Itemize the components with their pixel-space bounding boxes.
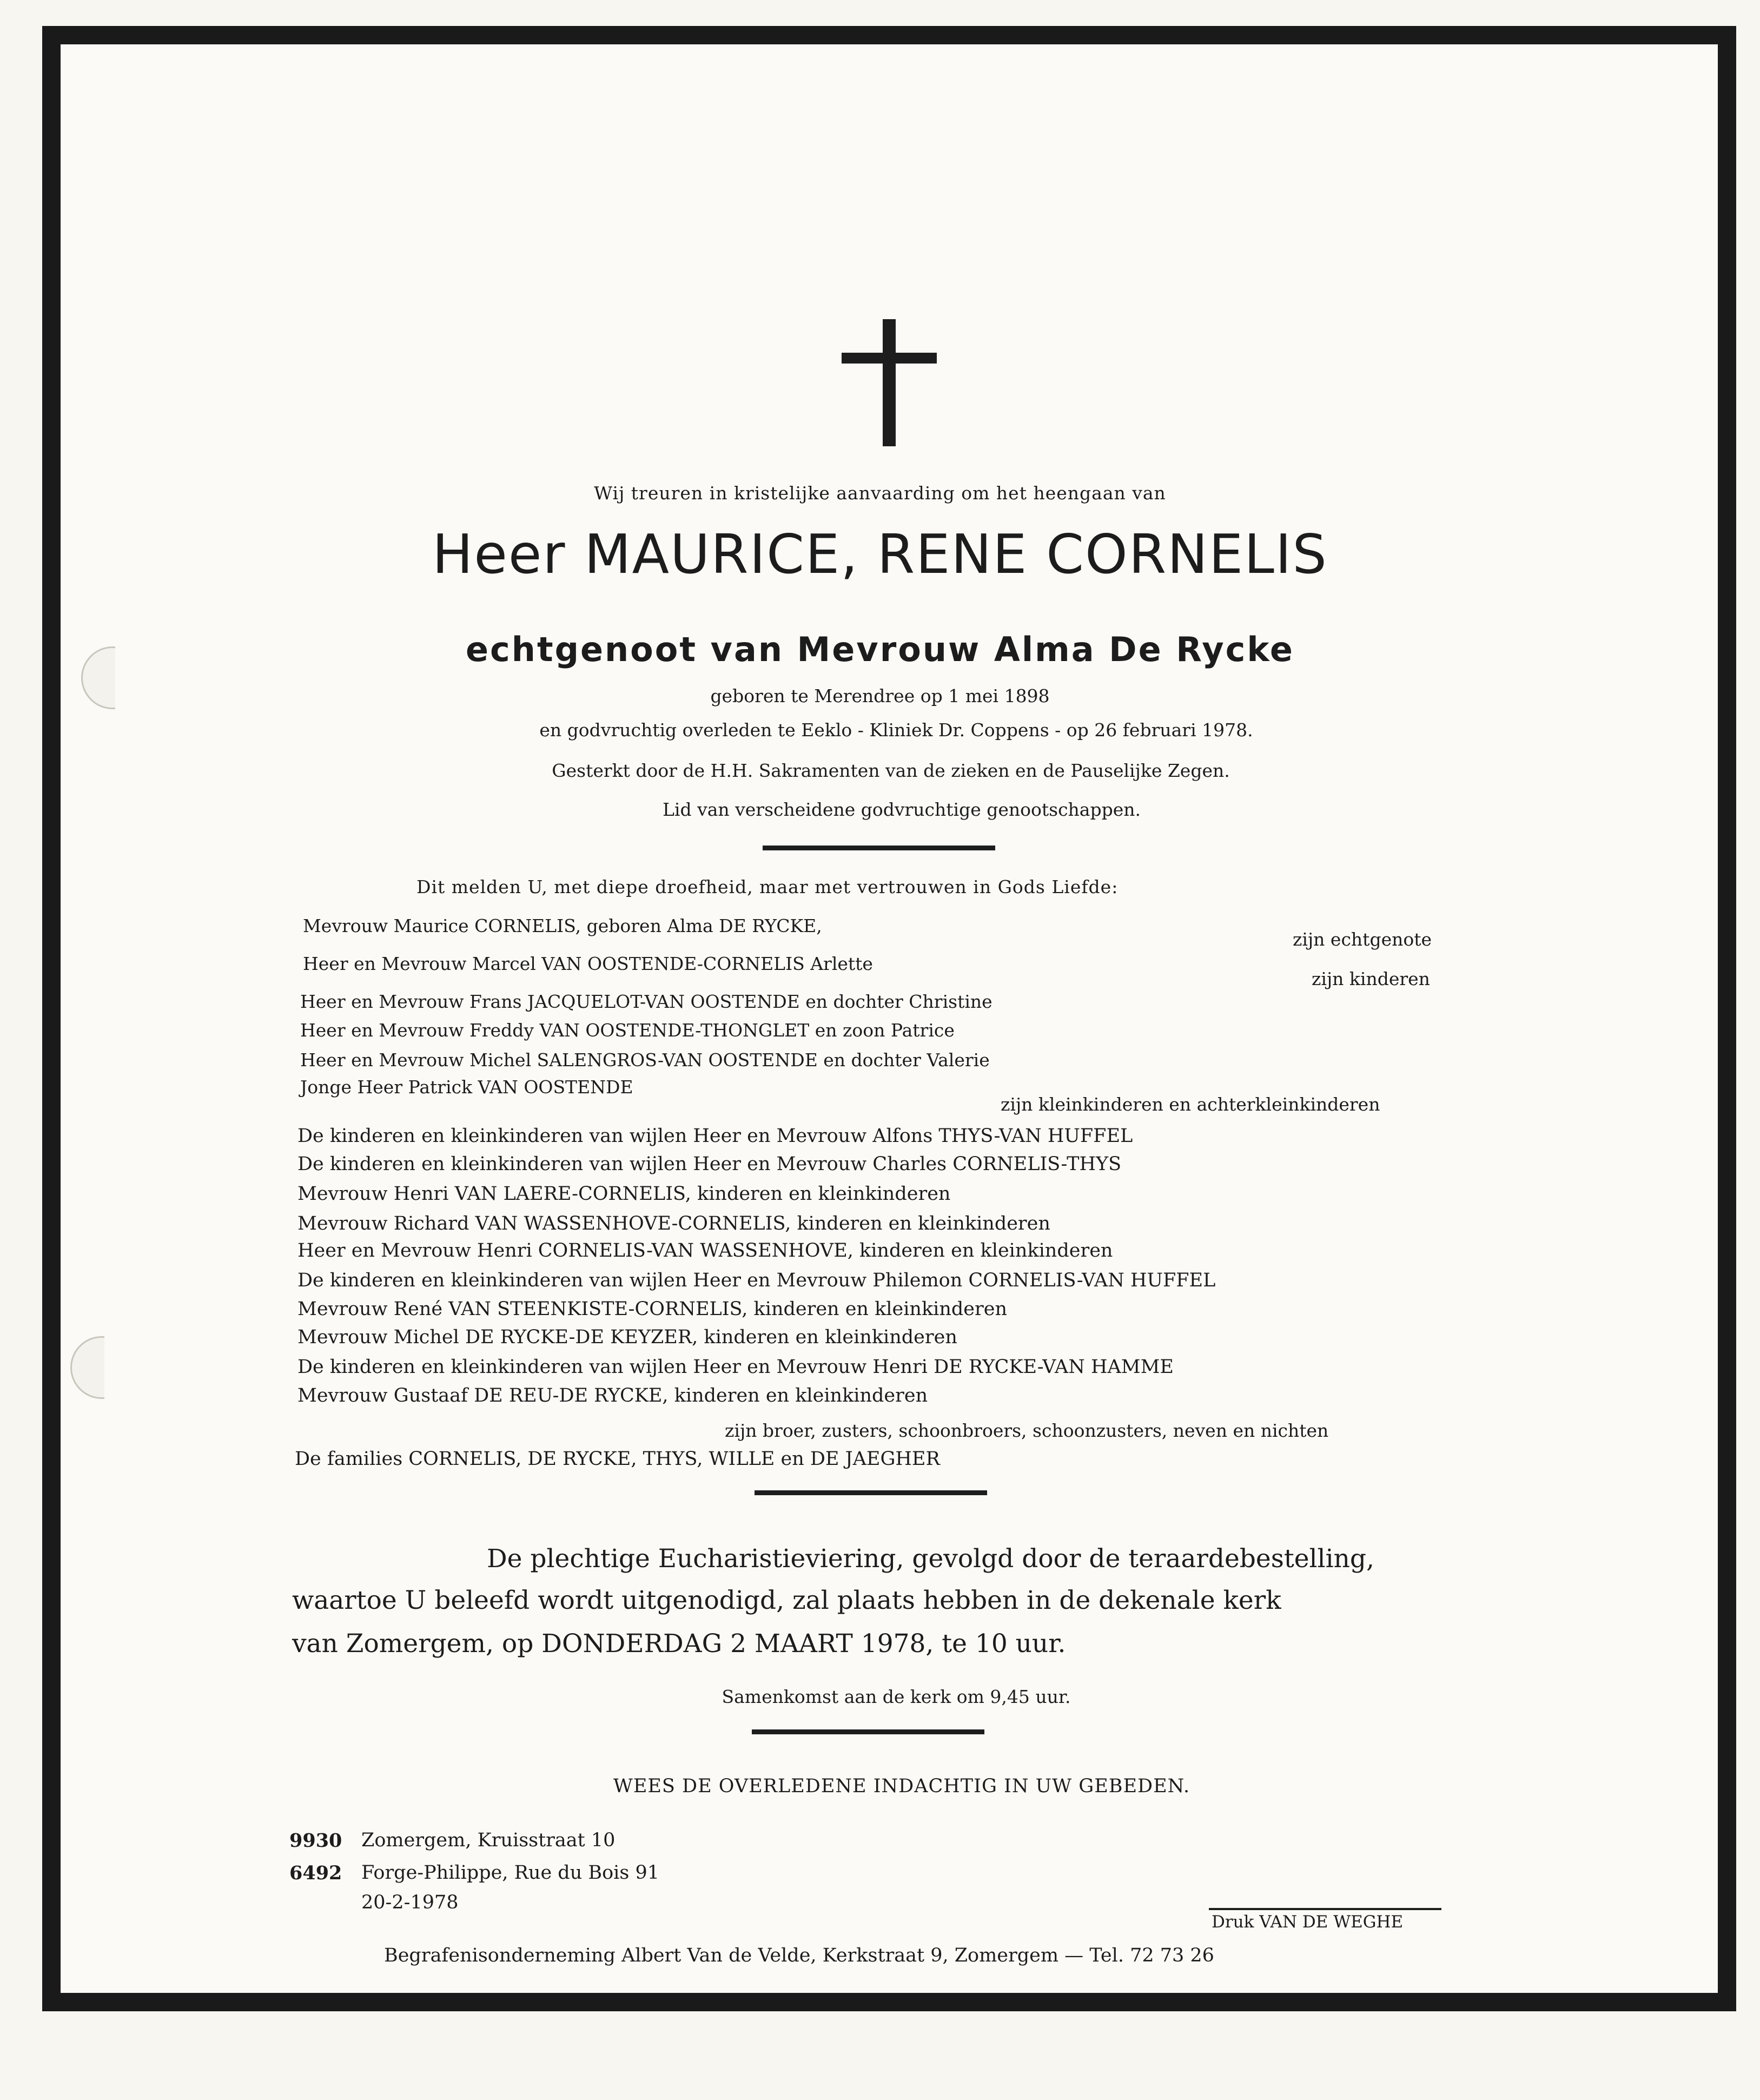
gathering-line: Samenkomst aan de kerk om 9,45 uur. bbox=[722, 1686, 1071, 1707]
divider-2 bbox=[755, 1490, 987, 1495]
list-item: Heer en Mevrouw Michel SALENGROS-VAN OOSTENDE en dochter Valerie bbox=[300, 1049, 990, 1071]
list-item: De kinderen en kleinkinderen van wijlen Heer en Mevrouw Henri DE RYCKE-VAN HAMME bbox=[297, 1356, 1174, 1378]
sacraments-line: Gesterkt door de H.H. Sakramenten van de zieken en de Pauselijke Zegen. bbox=[552, 760, 1230, 781]
list-item: Heer en Mevrouw Henri CORNELIS-VAN WASSENHOVE, kinderen en kleinkinderen bbox=[297, 1240, 1113, 1262]
death-line: en godvruchtig overleden te Eeklo - Kliniek Dr. Coppens - op 26 februari 1978. bbox=[539, 719, 1253, 741]
date: 20-2-1978 bbox=[361, 1892, 459, 1913]
list-item: De kinderen en kleinkinderen van wijlen Heer en Mevrouw Charles CORNELIS-THYS bbox=[297, 1153, 1122, 1175]
member-line: Lid van verscheidene godvruchtige genootschappen. bbox=[662, 799, 1141, 820]
undertaker-line: Begrafenisonderneming Albert Van de Velde, Kerkstraat 9, Zomergem — Tel. 72 73 26 bbox=[384, 1945, 1214, 1966]
spouse-line: echtgenoot van Mevrouw Alma De Rycke bbox=[466, 630, 1294, 669]
list-item: Heer en Mevrouw Freddy VAN OOSTENDE-THONGLET en zoon Patrice bbox=[300, 1020, 955, 1041]
list-item: Heer en Mevrouw Frans JACQUELOT-VAN OOSTENDE en dochter Christine bbox=[300, 991, 993, 1012]
address: Zomergem, Kruisstraat 10 bbox=[361, 1830, 616, 1851]
postcode: 6492 bbox=[289, 1862, 342, 1884]
list-item: Mevrouw Henri VAN LAERE-CORNELIS, kinderen en kleinkinderen bbox=[297, 1183, 951, 1205]
list-item: Mevrouw René VAN STEENKISTE-CORNELIS, kinderen en kleinkinderen bbox=[297, 1298, 1007, 1320]
relation-label: zijn kinderen bbox=[1312, 968, 1430, 989]
postcode: 9930 bbox=[289, 1830, 342, 1852]
prayer-line: WEES DE OVERLEDENE INDACHTIG IN UW GEBEDEN. bbox=[613, 1775, 1190, 1797]
announcement: Dit melden U, met diepe droefheid, maar met vertrouwen in Gods Liefde: bbox=[416, 876, 1119, 897]
list-item: Heer en Mevrouw Marcel VAN OOSTENDE-CORNELIS Arlette bbox=[303, 953, 873, 974]
intro-text: Wij treuren in kristelijke aanvaarding om het heengaan van bbox=[594, 483, 1166, 504]
service-line: waartoe U beleefd wordt uitgenodigd, zal plaats hebben in de dekenale kerk bbox=[292, 1586, 1281, 1615]
list-item: De kinderen en kleinkinderen van wijlen Heer en Mevrouw Alfons THYS-VAN HUFFEL bbox=[297, 1125, 1133, 1147]
birth-line: geboren te Merendree op 1 mei 1898 bbox=[710, 685, 1050, 706]
list-item: Mevrouw Michel DE RYCKE-DE KEYZER, kinderen en kleinkinderen bbox=[297, 1326, 957, 1348]
families-line: De families CORNELIS, DE RYCKE, THYS, WILLE en DE JAEGHER bbox=[295, 1448, 940, 1470]
divider-3 bbox=[752, 1729, 984, 1734]
service-line: van Zomergem, op DONDERDAG 2 MAART 1978, te 10 uur. bbox=[292, 1629, 1066, 1659]
list-item: Mevrouw Gustaaf DE REU-DE RYCKE, kinderen en kleinkinderen bbox=[297, 1385, 928, 1406]
relation-label: zijn kleinkinderen en achterkleinkinderen bbox=[1001, 1094, 1380, 1115]
service-line: De plechtige Eucharistieviering, gevolgd door de teraardebestelling, bbox=[487, 1544, 1374, 1574]
address: Forge-Philippe, Rue du Bois 91 bbox=[361, 1862, 659, 1884]
printer-credit: Druk VAN DE WEGHE bbox=[1212, 1912, 1404, 1932]
divider-1 bbox=[763, 846, 995, 850]
relation-label: zijn echtgenote bbox=[1293, 929, 1432, 950]
list-item: Jonge Heer Patrick VAN OOSTENDE bbox=[300, 1077, 633, 1098]
deceased-name: Heer MAURICE, RENE CORNELIS bbox=[432, 523, 1328, 586]
printer-rule bbox=[1209, 1908, 1441, 1910]
list-item: Mevrouw Maurice CORNELIS, geboren Alma DE RYCKE, bbox=[303, 915, 822, 936]
relation-label: zijn broer, zusters, schoonbroers, schoonzusters, neven en nichten bbox=[725, 1420, 1329, 1441]
list-item: De kinderen en kleinkinderen van wijlen Heer en Mevrouw Philemon CORNELIS-VAN HUFFEL bbox=[297, 1270, 1216, 1291]
list-item: Mevrouw Richard VAN WASSENHOVE-CORNELIS, kinderen en kleinkinderen bbox=[297, 1213, 1050, 1234]
